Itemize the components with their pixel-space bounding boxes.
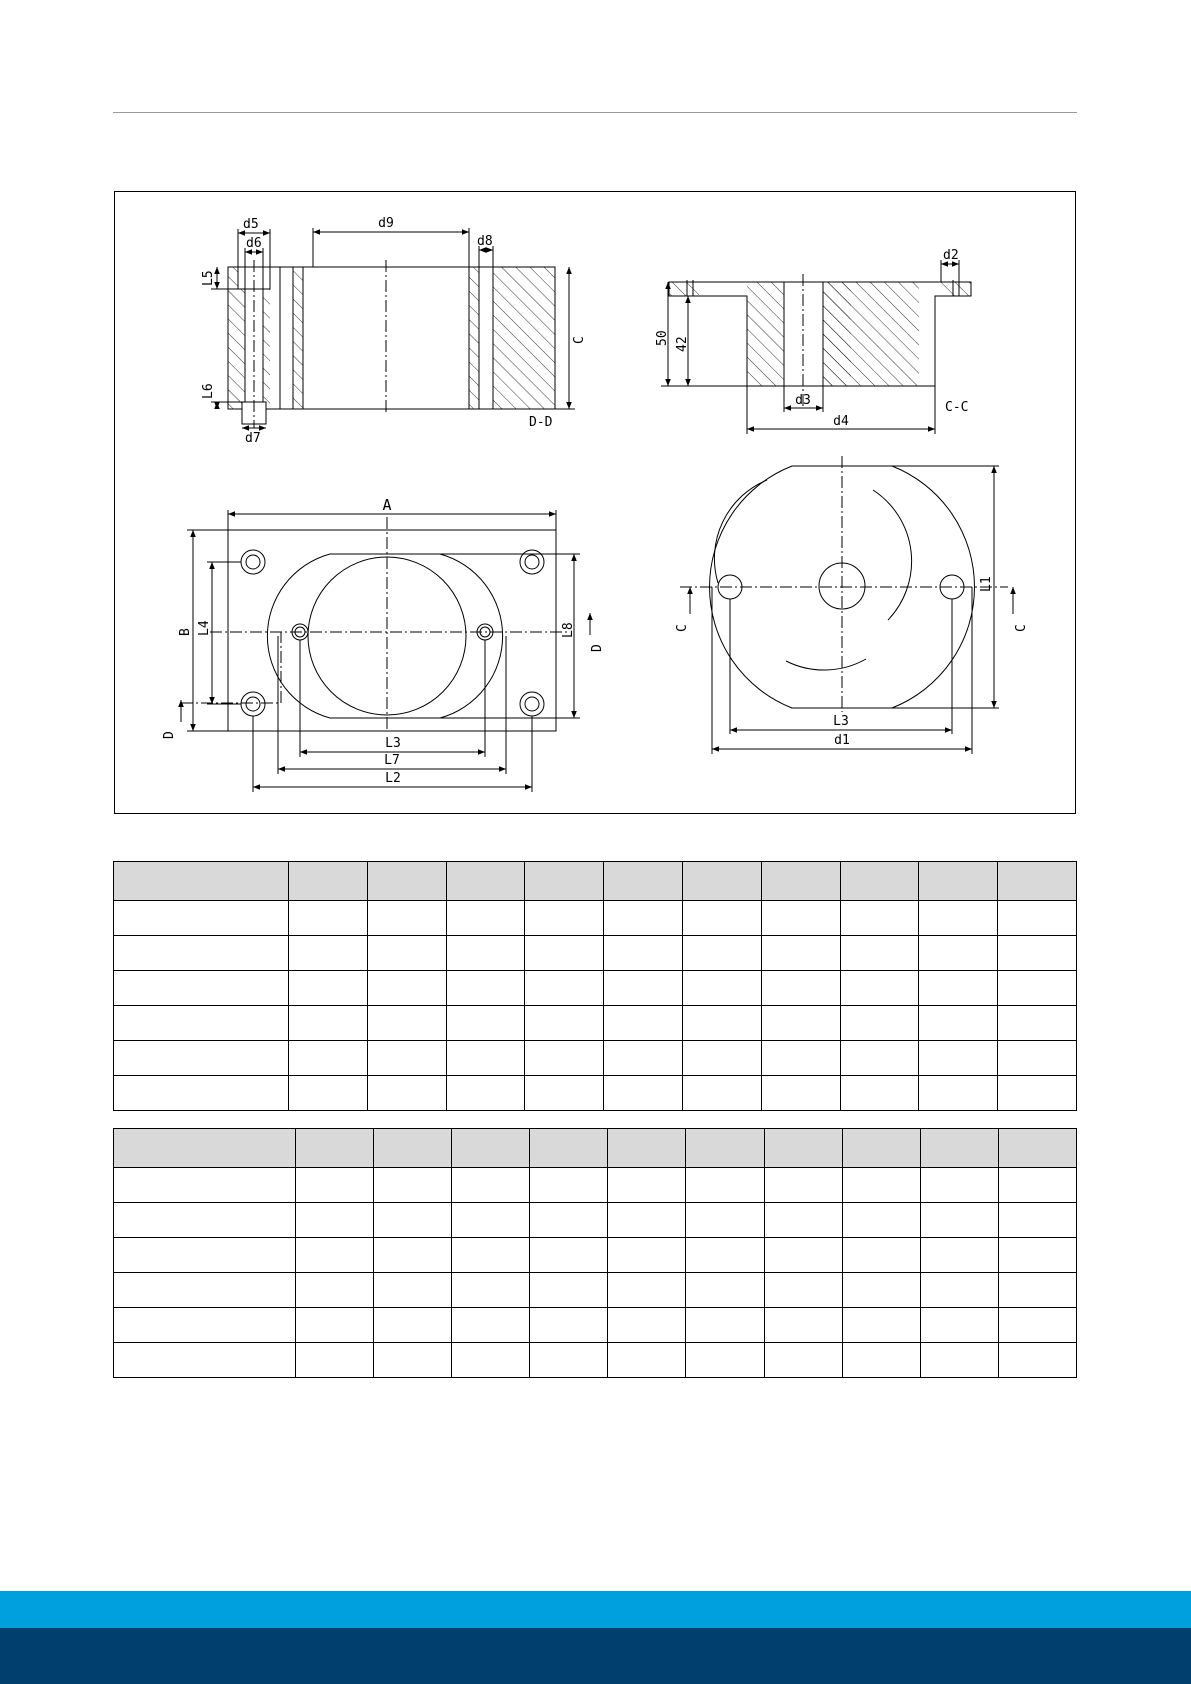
- dim-d1: d1: [834, 733, 850, 748]
- section-cc-view: [655, 248, 971, 434]
- header-cell: [764, 1129, 842, 1168]
- dim-l5: L5: [201, 270, 216, 286]
- header-cell: [686, 1129, 764, 1168]
- dim-l8: L8: [561, 622, 576, 638]
- header-cell: [920, 1129, 998, 1168]
- table-row: [114, 1203, 1077, 1238]
- dim-d9: d9: [378, 216, 394, 231]
- dim-d7: d7: [245, 431, 261, 446]
- dim-l6: L6: [201, 383, 216, 399]
- header-cell: [114, 1129, 296, 1168]
- cut-label-c-left: C: [675, 624, 690, 632]
- cut-label-d-left: D: [162, 731, 177, 739]
- header-cell: [608, 1129, 686, 1168]
- dim-d2: d2: [943, 248, 959, 263]
- dim-42: 42: [675, 336, 690, 352]
- table-row: [114, 1076, 1077, 1111]
- table-row: [114, 1273, 1077, 1308]
- header-cell: [525, 862, 604, 901]
- header-cell: [530, 1129, 608, 1168]
- section-label-dd: D-D: [529, 415, 553, 430]
- header-cell: [682, 862, 761, 901]
- dim-b: B: [178, 628, 193, 636]
- dim-d6: d6: [246, 236, 262, 251]
- technical-drawing: [114, 191, 1076, 814]
- header-cell: [446, 862, 525, 901]
- table-row: [114, 971, 1077, 1006]
- footer-band-dark: [0, 1628, 1191, 1684]
- dim-l4: L4: [197, 620, 212, 636]
- table-row: [114, 901, 1077, 936]
- header-cell: [374, 1129, 452, 1168]
- table-row: [114, 936, 1077, 971]
- header-cell: [842, 1129, 920, 1168]
- plan-rect-view: [162, 496, 605, 792]
- plan-round-view: [675, 456, 1029, 754]
- table-row: [114, 1041, 1077, 1076]
- dim-l7: L7: [384, 753, 400, 768]
- header-rule: [113, 112, 1077, 113]
- dim-d5: d5: [243, 217, 259, 232]
- header-cell: [367, 862, 446, 901]
- header-cell: [761, 862, 840, 901]
- header-cell: [998, 862, 1077, 901]
- dim-d8: d8: [477, 234, 493, 249]
- header-cell: [998, 1129, 1076, 1168]
- section-label-cc: C-C: [945, 400, 969, 415]
- cut-label-c-right: C: [1014, 624, 1029, 632]
- header-cell: [919, 862, 998, 901]
- header-cell: [452, 1129, 530, 1168]
- section-dd-view: [201, 216, 587, 446]
- header-cell: [840, 862, 919, 901]
- header-cell: [604, 862, 683, 901]
- spec-table-1: [113, 861, 1077, 1111]
- header-cell: [289, 862, 368, 901]
- spec-table-2: [113, 1128, 1077, 1378]
- dim-l3-round: L3: [833, 714, 849, 729]
- footer-band-light: [0, 1591, 1191, 1628]
- dim-l1: L1: [979, 576, 994, 592]
- table-header-row: [114, 862, 1077, 901]
- dim-l3: L3: [385, 736, 401, 751]
- dim-d4: d4: [833, 414, 849, 429]
- dim-l2: L2: [385, 771, 401, 786]
- header-cell: [296, 1129, 374, 1168]
- table-row: [114, 1238, 1077, 1273]
- dim-d3: d3: [795, 393, 811, 408]
- table-row: [114, 1168, 1077, 1203]
- dim-c: C: [572, 336, 587, 344]
- table-row: [114, 1343, 1077, 1378]
- table-header-row: [114, 1129, 1077, 1168]
- table-row: [114, 1006, 1077, 1041]
- table-row: [114, 1308, 1077, 1343]
- dim-50: 50: [655, 330, 670, 346]
- header-cell: [114, 862, 289, 901]
- cut-label-d-right: D: [590, 644, 605, 652]
- dim-a: A: [382, 496, 392, 514]
